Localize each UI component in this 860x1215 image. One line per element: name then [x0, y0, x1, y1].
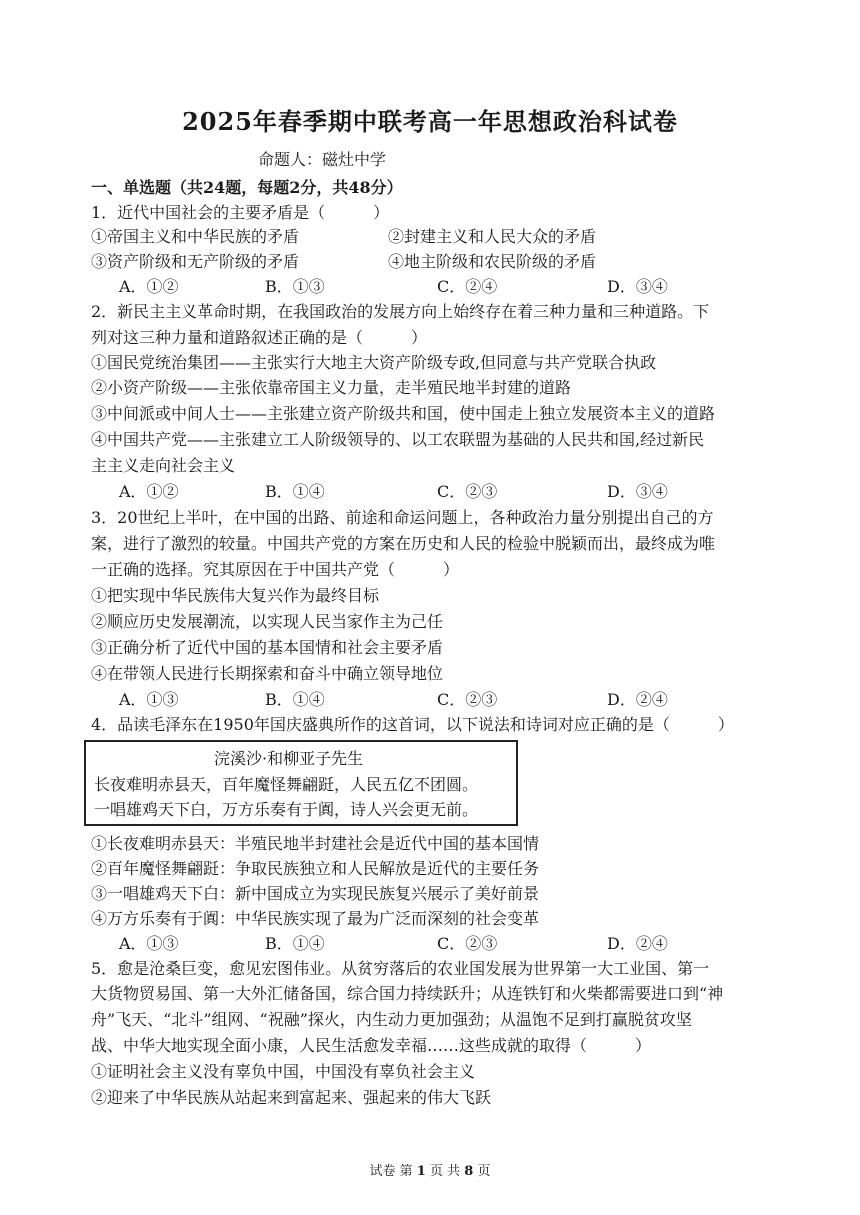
- q4-option-c: C．②③: [437, 934, 498, 953]
- q4-statement-2: ②百年魔怪舞翩跹：争取民族独立和人民解放是近代的主要任务: [91, 859, 540, 878]
- poem-title: 浣溪沙·和柳亚子先生: [214, 749, 364, 768]
- q2-stem-line-2: 列对这三种力量和道路叙述正确的是（ ）: [91, 328, 428, 347]
- q3-stem-line-2: 案，进行了激烈的较量。中国共产党的方案在历史和人民的检验中脱颖而出，最终成为唯: [91, 534, 716, 553]
- page-footer: [0, 1160, 860, 1179]
- q2-statement-4-line-1: ④中国共产党——主张建立工人阶级领导的、以工农联盟为基础的人民共和国,经过新民: [91, 430, 705, 449]
- q1-statement-4: ④地主阶级和农民阶级的矛盾: [388, 252, 597, 271]
- footer-total-pages: 8: [464, 1164, 474, 1179]
- q5-stem-line-4: 战、中华大地实现全面小康，人民生活愈发幸福……这些成就的取得（ ）: [91, 1036, 652, 1055]
- q5-stem-line-3: 舟”飞天、“北斗”组网、“祝融”探火，内生动力更加强劲；从温饱不足到打赢脱贫攻坚: [91, 1010, 692, 1029]
- footer-mid: 页 共: [429, 1164, 461, 1179]
- q3-option-d: D．②④: [607, 690, 668, 709]
- poem-line-1: 长夜难明赤县天，百年魔怪舞翩跹，人民五亿不团圆。: [94, 775, 479, 794]
- q4-stem: 4．品读毛泽东在1950年国庆盛典所作的这首词，以下说法和诗词对应正确的是（ ）: [91, 715, 734, 734]
- poem-line-2: 一唱雄鸡天下白，万方乐奏有于阗，诗人兴会更无前。: [94, 800, 479, 819]
- q2-option-c: C．②③: [437, 482, 498, 501]
- section-heading: 一、单选题（共24题，每题2分，共48分）: [91, 178, 403, 197]
- q5-statement-2: ②迎来了中华民族从站起来到富起来、强起来的伟大飞跃: [91, 1088, 492, 1107]
- q2-statement-4-line-2: 主主义走向社会主义: [91, 456, 236, 475]
- q4-option-b: B．①④: [265, 934, 325, 953]
- q2-option-b: B．①④: [265, 482, 325, 501]
- page-title: 2025年春季期中联考高一年思想政治科试卷: [182, 107, 678, 136]
- q1-statement-2: ②封建主义和人民大众的矛盾: [388, 227, 597, 246]
- q2-stem-line-1: 2．新民主主义革命时期，在我国政治的发展方向上始终存在着三种力量和三种道路。下: [91, 302, 710, 321]
- q5-statement-1: ①证明社会主义没有辜负中国，中国没有辜负社会主义: [91, 1062, 476, 1081]
- q1-option-d: D．③④: [607, 277, 668, 296]
- q3-statement-3: ③正确分析了近代中国的基本国情和社会主要矛盾: [91, 638, 444, 657]
- poem-box: [84, 740, 518, 826]
- q1-statement-1: ①帝国主义和中华民族的矛盾: [91, 227, 300, 246]
- q3-option-c: C．②③: [437, 690, 498, 709]
- footer-prefix: 试卷 第: [369, 1164, 413, 1179]
- q4-option-a: A．①③: [119, 934, 179, 953]
- q2-statement-3: ③中间派或中间人士——主张建立资产阶级共和国，使中国走上独立发展资本主义的道路: [91, 404, 716, 423]
- q2-statement-2: ②小资产阶级——主张依靠帝国主义力量，走半殖民地半封建的道路: [91, 378, 572, 397]
- q3-statement-1: ①把实现中华民族伟大复兴作为最终目标: [91, 586, 380, 605]
- q1-option-c: C．②④: [437, 277, 498, 296]
- q3-option-b: B．①④: [265, 690, 325, 709]
- q3-stem-line-1: 3．20世纪上半叶，在中国的出路、前途和命运问题上，各种政治力量分别提出自己的方: [91, 508, 714, 527]
- q4-statement-4: ④万方乐奏有于阗：中华民族实现了最为广泛而深刻的社会变革: [91, 909, 540, 928]
- q2-statement-1: ①国民党统治集团——主张实行大地主大资产阶级专政,但同意与共产党联合执政: [91, 353, 657, 372]
- q4-statement-1: ①长夜难明赤县天：半殖民地半封建社会是近代中国的基本国情: [91, 834, 540, 853]
- footer-suffix: 页: [477, 1164, 491, 1179]
- q5-stem-line-1: 5．愈是沧桑巨变，愈见宏图伟业。从贫穷落后的农业国发展为世界第一大工业国、第一: [91, 959, 710, 978]
- q3-statement-4: ④在带领人民进行长期探索和奋斗中确立领导地位: [91, 664, 444, 683]
- q4-statement-3: ③一唱雄鸡天下白：新中国成立为实现民族复兴展示了美好前景: [91, 884, 540, 903]
- author-line: 命题人：磁灶中学: [258, 150, 387, 169]
- q1-stem: 1．近代中国社会的主要矛盾是（ ）: [91, 203, 390, 222]
- footer-page-number: 1: [416, 1164, 426, 1179]
- q5-stem-line-2: 大货物贸易国、第一大外汇储备国，综合国力持续跃升；从连铁钉和火柴都需要进口到“神: [91, 984, 724, 1003]
- q3-option-a: A．①③: [119, 690, 179, 709]
- q3-statement-2: ②顺应历史发展潮流，以实现人民当家作主为己任: [91, 612, 444, 631]
- q1-statement-3: ③资产阶级和无产阶级的矛盾: [91, 252, 300, 271]
- q1-option-b: B．①③: [265, 277, 325, 296]
- q4-option-d: D．②④: [607, 934, 668, 953]
- q2-option-d: D．③④: [607, 482, 668, 501]
- q2-option-a: A．①②: [119, 482, 179, 501]
- q3-stem-line-3: 一正确的选择。究其原因在于中国共产党（ ）: [91, 560, 460, 579]
- q1-option-a: A．①②: [119, 277, 179, 296]
